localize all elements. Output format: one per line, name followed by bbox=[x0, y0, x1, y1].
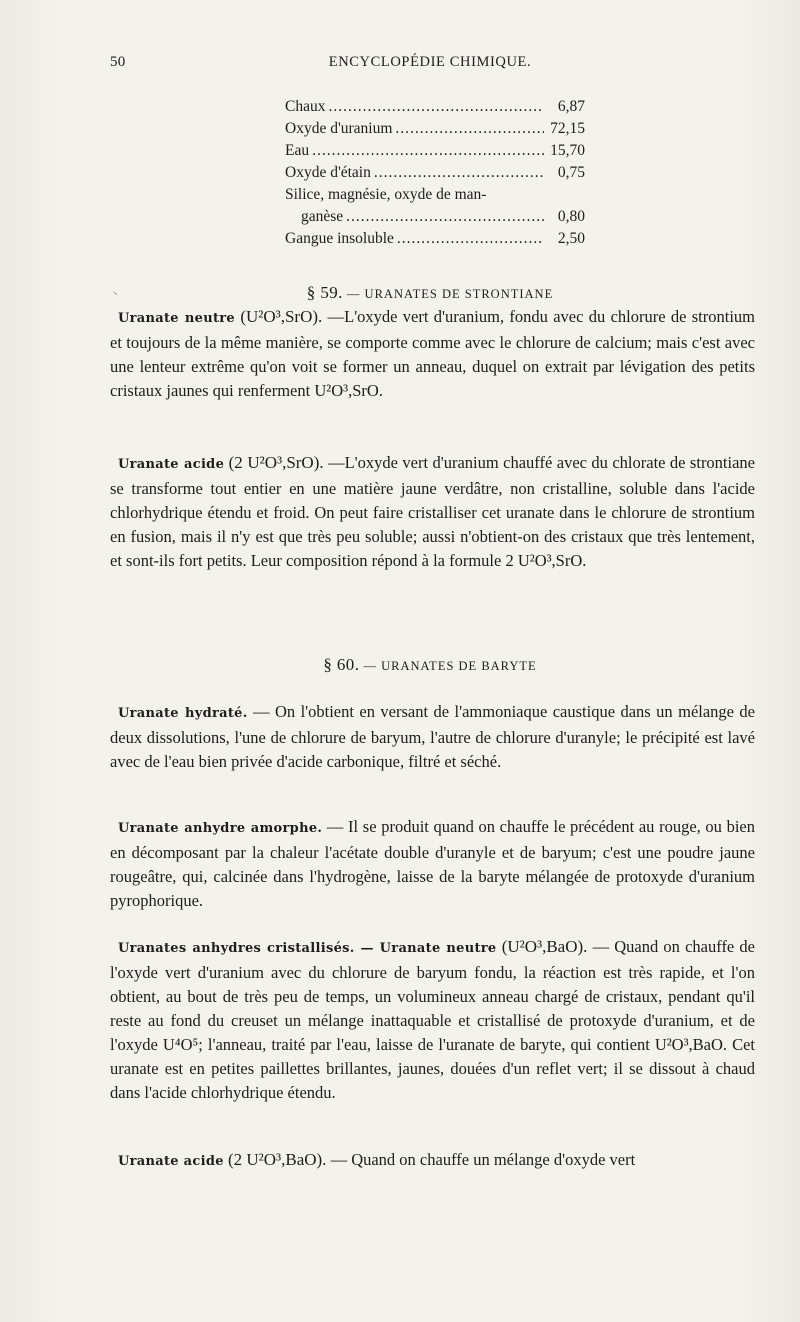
composition-label: Eau bbox=[285, 142, 310, 159]
paragraph-heading: Uranate hydraté. bbox=[118, 706, 248, 721]
dot-leader bbox=[395, 118, 544, 140]
composition-row bbox=[285, 118, 585, 140]
page-header bbox=[110, 54, 750, 76]
paragraph-heading: Uranate neutre bbox=[118, 311, 235, 326]
paragraph-text: — Quand on chauffe de l'oxyde vert d'uranium avec du chlorure de baryum fondu, la réaction est très rapide, et l'on obtient, au bout de très peu de temps, un volumineux anneau chargé de cristaux, pendant qu'il reste au fond du creuset un mélange inattaquable et cristallisé de protoxyde d'uranium, et de l'oxyde U⁴O⁵; l'anneau, traité par l'eau, laisse de l'uranate de baryte, qui contient U²O³,BaO. Cet uranate est en petites paillettes brillantes, jaunes, douées d'un reflet vert; il se dissout à chaud dans l'acide chlorhydrique étendu. bbox=[110, 937, 756, 1102]
page-number: 50 bbox=[110, 54, 126, 70]
composition-label: Chaux bbox=[285, 98, 326, 115]
composition-value: 72,15 bbox=[550, 120, 585, 137]
paragraph bbox=[110, 935, 755, 1105]
section-heading bbox=[110, 655, 750, 675]
composition-row bbox=[285, 184, 585, 228]
paragraph bbox=[110, 305, 755, 403]
paragraph-text: — Quand on chauffe un mélange d'oxyde vert bbox=[330, 1150, 636, 1169]
paragraph-formula: (2 U²O³,SrO). bbox=[228, 453, 324, 472]
composition-table bbox=[285, 96, 585, 250]
running-title: ENCYCLOPÉDIE CHIMIQUE. bbox=[328, 54, 532, 70]
composition-label: Silice, magnésie, oxyde de man- bbox=[285, 186, 487, 203]
composition-label: Oxyde d'étain bbox=[285, 164, 371, 181]
paragraph bbox=[110, 815, 755, 913]
section-title: — URANATES DE STRONTIANE bbox=[346, 287, 554, 301]
section-number: § 60. bbox=[323, 655, 360, 674]
composition-label: Oxyde d'uranium bbox=[285, 120, 393, 137]
paragraph bbox=[110, 700, 755, 774]
paragraph-heading: Uranate anhydre amorphe. bbox=[118, 821, 323, 836]
paragraph-text: — On l'obtient en versant de l'ammoniaque caustique dans un mélange de deux dissolutions, l'une de chlorure de baryum, l'autre de chlorure d'uranyle; le précipité est lavé avec de l'eau bien privée d'acide carbonique, filtré et séché. bbox=[110, 702, 756, 771]
dot-leader bbox=[312, 140, 544, 162]
section-heading bbox=[110, 283, 750, 303]
composition-row bbox=[285, 96, 585, 118]
composition-row bbox=[285, 140, 585, 162]
dot-leader bbox=[397, 228, 544, 250]
dot-leader bbox=[374, 162, 544, 184]
composition-value: 6,87 bbox=[557, 98, 585, 115]
paragraph bbox=[110, 1148, 755, 1174]
composition-value: 0,75 bbox=[557, 164, 585, 181]
section-number: § 59. bbox=[306, 283, 343, 302]
composition-label-continued: ganèse bbox=[301, 208, 344, 225]
composition-label: Gangue insoluble bbox=[285, 230, 394, 247]
margin-mark: ⸌ bbox=[113, 290, 118, 300]
composition-value: 0,80 bbox=[557, 208, 585, 225]
composition-value: 15,70 bbox=[550, 142, 585, 159]
composition-value: 2,50 bbox=[557, 230, 585, 247]
section-title: — URANATES DE BARYTE bbox=[363, 659, 537, 673]
dot-leader bbox=[328, 96, 544, 118]
paragraph-text: — Il se produit quand on chauffe le précédent au rouge, ou bien en décomposant par la chaleur l'acétate double d'uranyle et de baryum; c'est une poudre jaune rougeâtre, qui, calcinée dans l'hydrogène, laisse de la baryte mélangée de protoxyde d'uranium pyrophorique. bbox=[110, 817, 756, 910]
paragraph-text: —L'oxyde vert d'uranium chauffé avec du chlorate de strontiane se transforme tout entier en une matière jaune verdâtre, non cristalline, soluble dans l'acide chlorhydrique étendu et froid. On peut faire cristalliser cet uranate dans le chlorure de strontium en fusion, mais il n'y est que très peu soluble; aussi n'obtient-on des cristaux que très lentement, et sont-ils fort petits. Leur composition répond à la formule 2 U²O³,SrO. bbox=[110, 453, 756, 570]
dot-leader bbox=[346, 206, 544, 228]
composition-row bbox=[285, 228, 585, 250]
paragraph-formula: (U²O³,BaO). bbox=[501, 937, 588, 956]
paragraph-formula: (U²O³,SrO). bbox=[240, 307, 323, 326]
composition-row bbox=[285, 162, 585, 184]
paragraph-heading: Uranates anhydres cristallisés. — Uranate neutre bbox=[118, 941, 497, 956]
paragraph-formula: (2 U²O³,BaO). bbox=[227, 1150, 327, 1169]
paragraph bbox=[110, 451, 755, 573]
paragraph-text: —L'oxyde vert d'uranium, fondu avec du chlorure de strontium et toujours de la même manière, se comporte comme avec le chlorure de calcium; mais c'est avec une lenteur extrême qu'on voit se former un anneau, duquel on extrait par lévigation des petits cristaux jaunes qui renferment U²O³,SrO. bbox=[110, 307, 756, 400]
paragraph-heading: Uranate acide bbox=[118, 457, 225, 472]
paragraph-heading: Uranate acide bbox=[118, 1154, 224, 1169]
